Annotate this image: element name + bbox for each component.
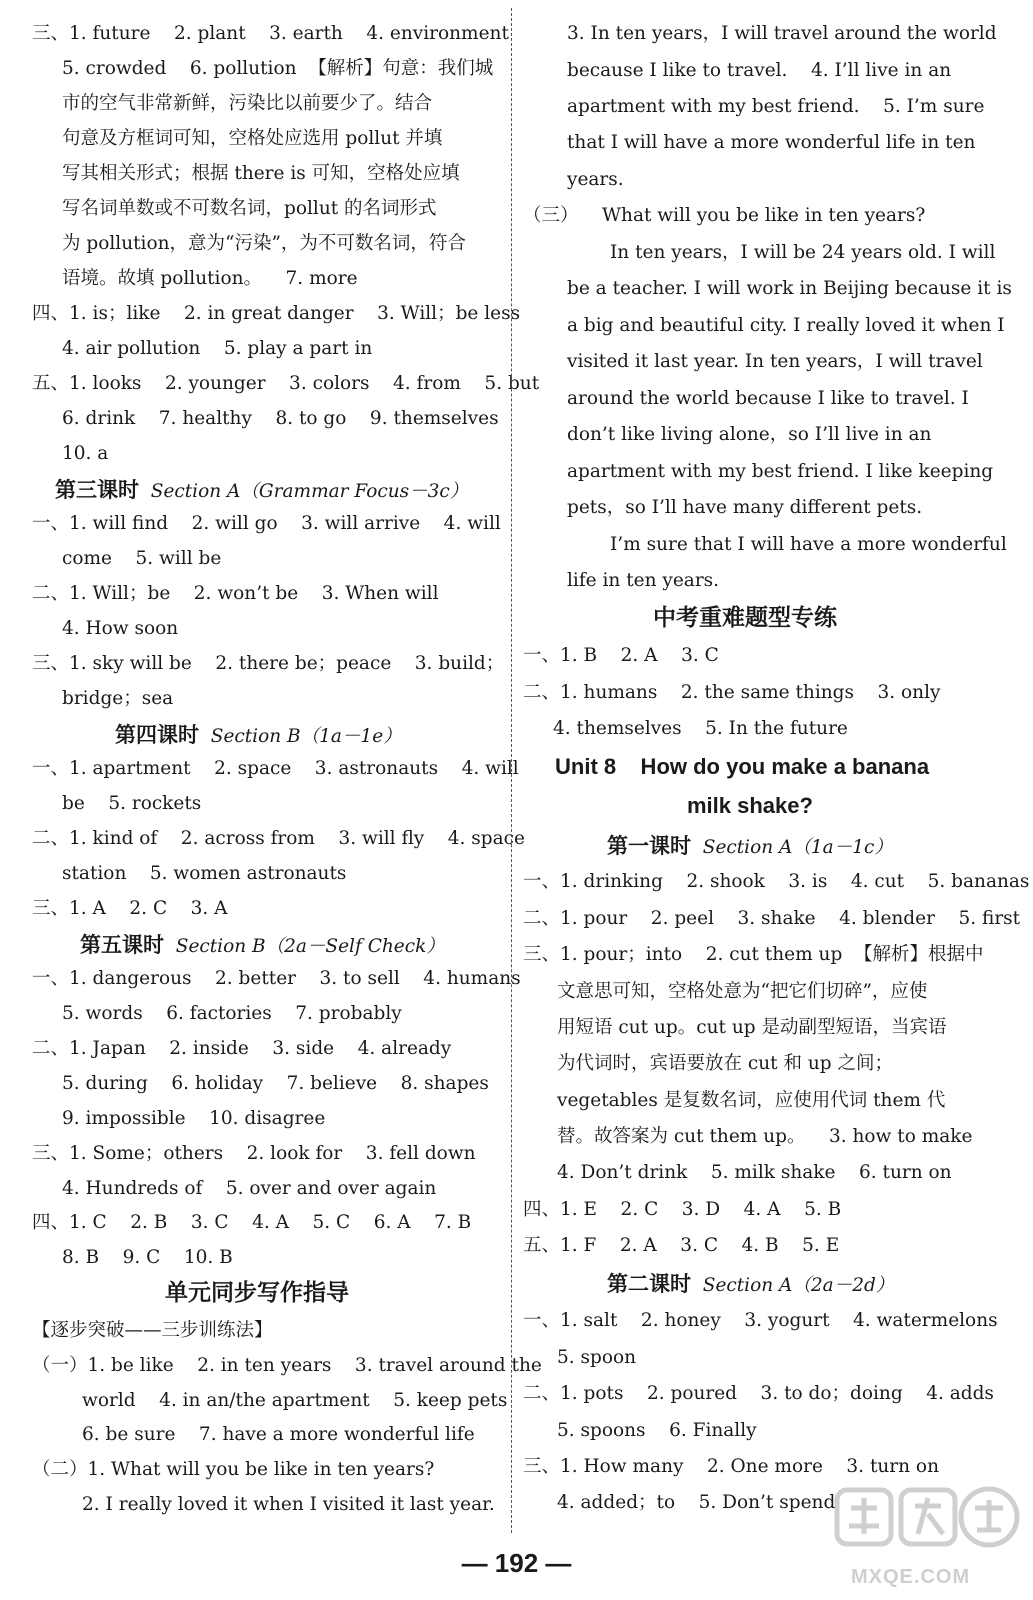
answer-line: 市的空气非常新鲜，污染比以前要少了。结合: [62, 93, 433, 114]
answer-line: 为代词时，宾语要放在 cut 和 up 之间；: [557, 1053, 893, 1074]
unit-title: milk shake?: [687, 793, 813, 818]
page-number: — 192 —: [461, 1548, 572, 1578]
answer-line: around the world because I like to travel. I: [567, 388, 969, 409]
answer-line: （一）1. be like 2. in ten years 3. travel around the: [32, 1355, 542, 1376]
answer-line: a big and beautiful city. I really loved it when I: [567, 315, 1005, 336]
answer-line: that I will have a more wonderful life in ten: [567, 132, 976, 153]
answer-line: be 5. rockets: [62, 793, 202, 814]
section-heading: 中考重难题型专练: [653, 605, 837, 631]
answer-line: 4. Hundreds of 5. over and over again: [62, 1178, 437, 1199]
answer-line: 替。故答案为 cut them up。 3. how to make: [557, 1126, 973, 1147]
answer-line: 二、1. pour 2. peel 3. shake 4. blender 5. first: [523, 908, 1021, 929]
answer-line: 写其相关形式；根据 there is 可知，空格处应填: [62, 163, 460, 184]
answer-line: 二、1. Japan 2. inside 3. side 4. already: [32, 1038, 452, 1059]
answer-line: 5. spoon: [557, 1347, 637, 1368]
answer-line: 8. B 9. C 10. B: [62, 1247, 233, 1268]
answer-line: 5. words 6. factories 7. probably: [62, 1003, 402, 1024]
answer-line: 【逐步突破——三步训练法】: [32, 1320, 273, 1341]
answer-line: I’m sure that I will have a more wonderful: [610, 534, 1007, 555]
answer-line: 4. How soon: [62, 618, 179, 639]
answer-line: because I like to travel. 4. I’ll live in an: [567, 60, 952, 81]
answer-line: 用短语 cut up。cut up 是动副型短语，当宾语: [557, 1017, 947, 1038]
answer-line: 写名词单数或不可数名词，pollut 的名词形式: [62, 198, 437, 219]
section-heading: 单元同步写作指导: [165, 1280, 349, 1306]
answer-line: 一、1. B 2. A 3. C: [523, 645, 719, 666]
answer-line: world 4. in an/the apartment 5. keep pets: [82, 1390, 508, 1411]
lesson-heading: 第三课时 Section A（Grammar Focus－3c）: [55, 478, 469, 502]
answer-line: 2. I really loved it when I visited it last year.: [82, 1494, 495, 1515]
answer-line: In ten years，I will be 24 years old. I will: [610, 242, 996, 263]
watermark-seal-icon: [833, 1484, 1023, 1569]
answer-line: vegetables 是复数名词，应使用代词 them 代: [557, 1090, 946, 1111]
answer-line: 四、1. C 2. B 3. C 4. A 5. C 6. A 7. B: [32, 1212, 472, 1233]
answer-line: 三、1. How many 2. One more 3. turn on: [523, 1456, 939, 1477]
answer-line: 9. impossible 10. disagree: [62, 1108, 326, 1129]
answer-line: 五、1. F 2. A 3. C 4. B 5. E: [523, 1235, 840, 1256]
answer-line: visited it last year. In ten years，I will travel: [567, 351, 983, 372]
answer-line: 5. spoons 6. Finally: [557, 1420, 757, 1441]
answer-line: 一、1. apartment 2. space 3. astronauts 4. will: [32, 758, 519, 779]
answer-line: life in ten years.: [567, 570, 720, 591]
answer-line: 句意及方框词可知，空格处应选用 pollut 并填: [62, 128, 443, 149]
answer-line: 三、1. future 2. plant 3. earth 4. environment: [32, 23, 509, 44]
answer-line: 三、1. A 2. C 3. A: [32, 898, 228, 919]
answer-line: 三、1. pour；into 2. cut them up 【解析】根据中: [523, 944, 984, 965]
answer-line: 4. air pollution 5. play a part in: [62, 338, 373, 359]
answer-line: don’t like living alone，so I’ll live in an: [567, 424, 932, 445]
answer-line: pets，so I’ll have many different pets.: [567, 497, 923, 518]
answer-line: 一、1. dangerous 2. better 3. to sell 4. humans: [32, 968, 521, 989]
lesson-heading: 第一课时 Section A（1a－1c）: [607, 834, 893, 858]
answer-line: 一、1. salt 2. honey 3. yogurt 4. watermelons: [523, 1310, 998, 1331]
answer-line: be a teacher. I will work in Beijing because it is: [567, 278, 1012, 299]
unit-title: Unit 8 How do you make a banana: [555, 754, 930, 779]
answer-line: 四、1. is；like 2. in great danger 3. Will；be less: [32, 303, 521, 324]
answer-line: 3. In ten years，I will travel around the world: [567, 23, 997, 44]
answer-line: （二）1. What will you be like in ten years?: [32, 1459, 435, 1480]
watermark-text: MXQE.COM: [851, 1566, 971, 1588]
answer-line: 五、1. looks 2. younger 3. colors 4. from 5. but: [32, 373, 540, 394]
answer-line: 二、1. kind of 2. across from 3. will fly 4. space: [32, 828, 525, 849]
answer-line: bridge；sea: [62, 688, 174, 709]
answer-line: 一、1. drinking 2. shook 3. is 4. cut 5. bananas: [523, 871, 1030, 892]
answer-line: 5. crowded 6. pollution 【解析】句意：我们城: [62, 58, 494, 79]
answer-line: 二、1. Will；be 2. won’t be 3. When will: [32, 583, 439, 604]
answer-line: years.: [567, 169, 624, 190]
answer-line: 二、1. pots 2. poured 3. to do；doing 4. adds: [523, 1383, 994, 1404]
column-divider: [511, 8, 512, 1533]
answer-line: 6. drink 7. healthy 8. to go 9. themselves: [62, 408, 499, 429]
answer-line: 四、1. E 2. C 3. D 4. A 5. B: [523, 1199, 842, 1220]
answer-line: 4. added；to 5. Don’t spend: [557, 1492, 836, 1513]
answer-line: 为 pollution，意为“污染”，为不可数名词，符合: [62, 233, 466, 254]
answer-line: 4. themselves 5. In the future: [553, 718, 848, 739]
answer-line: 语境。故填 pollution。 7. more: [62, 268, 358, 289]
answer-line: 三、1. sky will be 2. there be；peace 3. build；: [32, 653, 505, 674]
answer-line: station 5. women astronauts: [62, 863, 347, 884]
answer-line: apartment with my best friend. 5. I’m sure: [567, 96, 985, 117]
answer-line: 三、1. Some；others 2. look for 3. fell down: [32, 1143, 476, 1164]
answer-line: 5. during 6. holiday 7. believe 8. shapes: [62, 1073, 489, 1094]
answer-line: 文意思可知，空格处意为“把它们切碎”，应使: [557, 981, 928, 1002]
answer-line: come 5. will be: [62, 548, 222, 569]
answer-line: 4. Don’t drink 5. milk shake 6. turn on: [557, 1162, 952, 1183]
answer-line: 10. a: [62, 443, 109, 464]
lesson-heading: 第四课时 Section B（1a－1e）: [115, 723, 402, 747]
lesson-heading: 第五课时 Section B（2a－Self Check）: [80, 933, 445, 957]
answer-line: 一、1. will find 2. will go 3. will arrive 4. will: [32, 513, 501, 534]
answer-line: （三） What will you be like in ten years?: [523, 205, 926, 226]
answer-line: 二、1. humans 2. the same things 3. only: [523, 682, 941, 703]
answer-line: 6. be sure 7. have a more wonderful life: [82, 1424, 475, 1445]
watermark-logo: [833, 1484, 1023, 1594]
answer-line: apartment with my best friend. I like keeping: [567, 461, 994, 482]
lesson-heading: 第二课时 Section A（2a－2d）: [607, 1272, 895, 1296]
